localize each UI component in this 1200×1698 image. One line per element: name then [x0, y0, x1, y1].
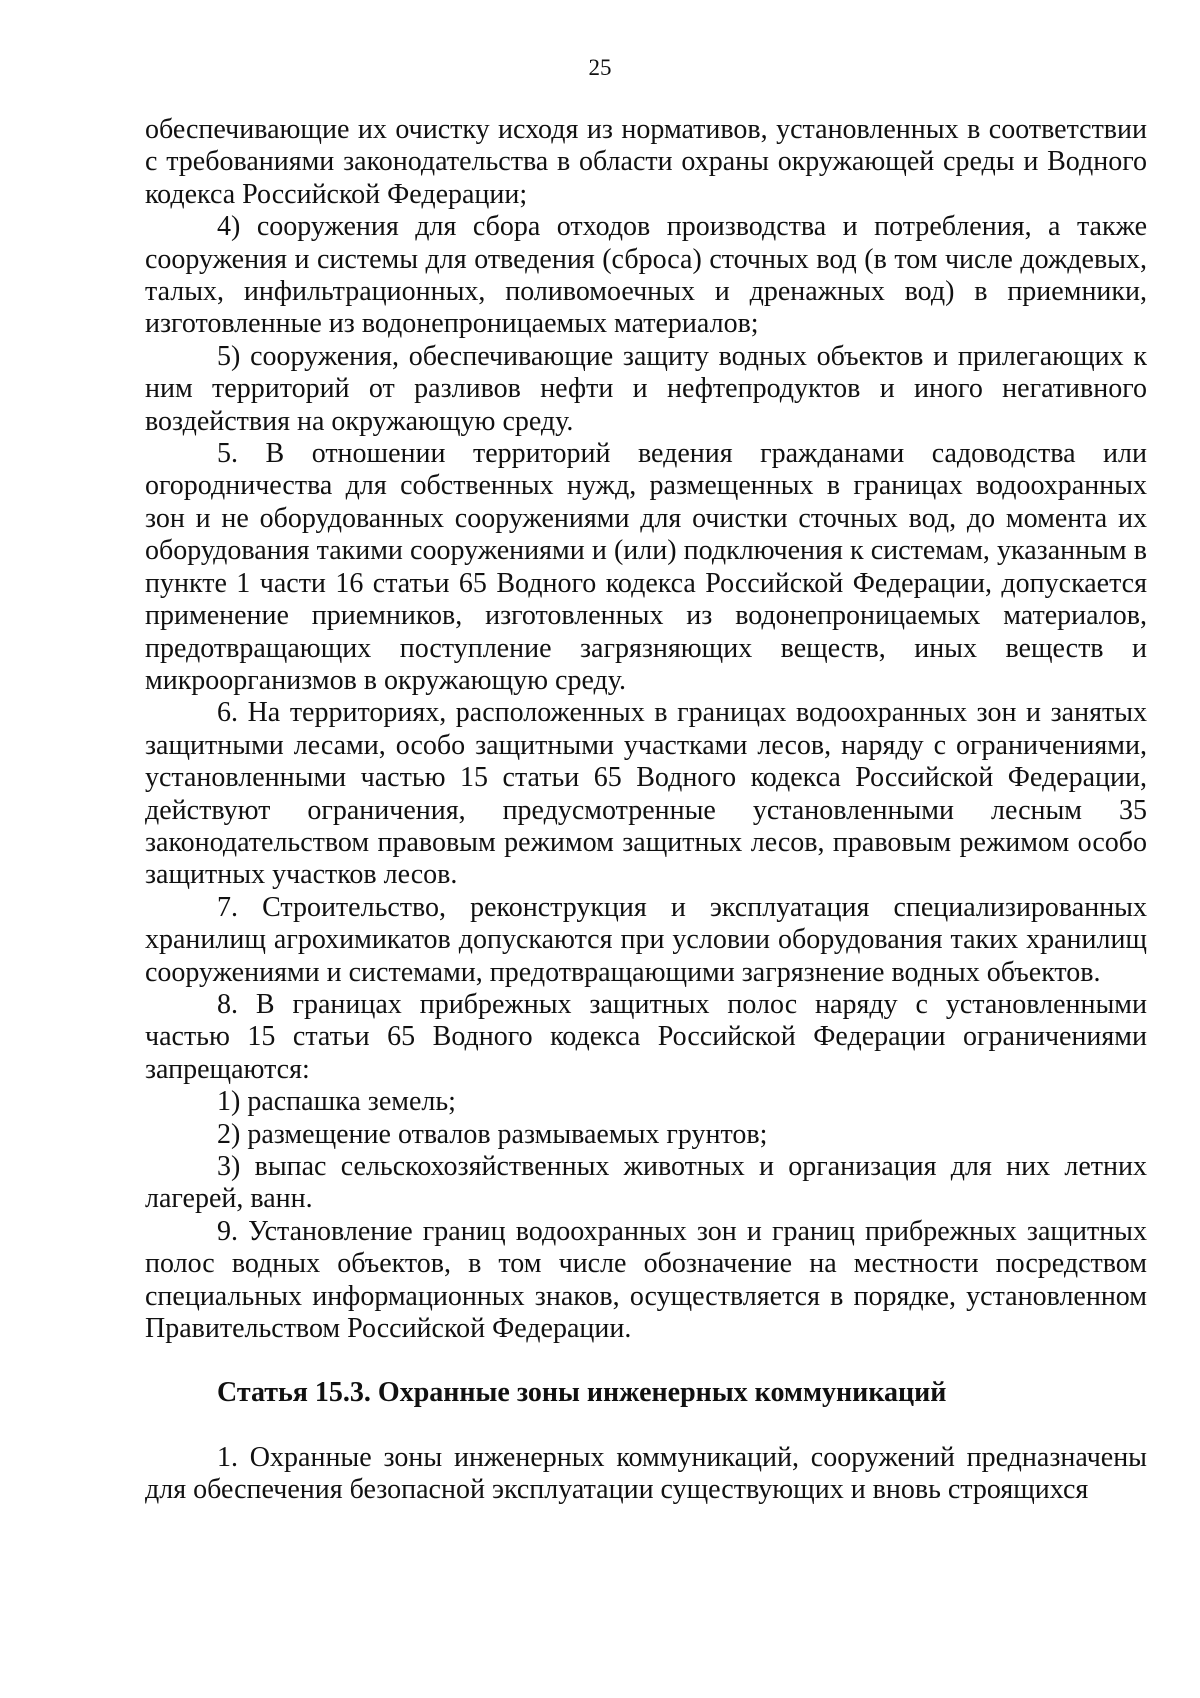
paragraph-point-5: 5. В отношении территорий ведения гражданами садоводства или огородничества для собственных нужд, размещенных в границах водоохранных зон и не оборудованных сооружениями для очистки сточных вод, до момента их оборудования такими сооружениями и (или) подключения к системам, указанным в пункте 1 части 16 статьи 65 Водного кодекса Российской Федерации, допускается применение приемников, изготовленных из водонепроницаемых материалов, предотвращающих поступление загрязняющих веществ, иных веществ и микроорганизмов в окружающую среду.	[145, 438, 1147, 696]
article-paragraph-1: 1. Охранные зоны инженерных коммуникаций, сооружений предназначены для обеспечения безопасной эксплуатации существующих и вновь строящихся	[145, 1441, 1147, 1506]
list-item-2: 2) размещение отвалов размываемых грунтов;	[217, 1118, 768, 1150]
paragraph-point-7: 7. Строительство, реконструкция и эксплуатация специализированных хранилищ агрохимикатов допускаются при условии оборудования таких хранилищ сооружениями и системами, предотвращающими загрязнение водных объектов.	[145, 891, 1147, 988]
article-heading: Статья 15.3. Охранные зоны инженерных коммуникаций	[217, 1377, 947, 1409]
paragraph-point-6: 6. На территориях, расположенных в границах водоохранных зон и занятых защитными лесами, особо защитными участками лесов, наряду с ограничениями, установленными частью 15 статьи 65 Водного кодекса Российской Федерации, действуют ограничения, предусмотренные установленными лесным 35 законодательством правовым режимом защитных лесов, правовым режимом особо защитных участков лесов.	[145, 697, 1147, 891]
paragraph-point-8: 8. В границах прибрежных защитных полос наряду с установленными частью 15 статьи 65 Водного кодекса Российской Федерации ограничениями запрещаются:	[145, 988, 1147, 1085]
paragraph-point-9: 9. Установление границ водоохранных зон и границ прибрежных защитных полос водных объектов, в том числе обозначение на местности посредством специальных информационных знаков, осуществляется в порядке, установленном Правительством Российской Федерации.	[145, 1215, 1147, 1345]
paragraph-item-4: 4) сооружения для сбора отходов производства и потребления, а также сооружения и системы для отведения (сброса) сточных вод (в том числе дождевых, талых, инфильтрационных, поливомоечных и дренажных вод) в приемники, изготовленные из водонепроницаемых материалов;	[145, 211, 1147, 340]
page-number: 25	[588, 55, 612, 80]
paragraph-continued: обеспечивающие их очистку исходя из нормативов, установленных в соответствии с требованиями законодательства в области охраны окружающей среды и Водного кодекса Российской Федерации;	[145, 114, 1147, 210]
list-item-1: 1) распашка земель;	[217, 1086, 456, 1118]
paragraph-item-5: 5) сооружения, обеспечивающие защиту водных объектов и прилегающих к ним территорий от разливов нефти и нефтепродуктов и иного негативного воздействия на окружающую среду.	[145, 340, 1147, 437]
document-body	[145, 114, 1147, 1507]
list-item-3: 3) выпас сельскохозяйственных животных и организация для них летних лагерей, ванн.	[145, 1151, 1147, 1215]
